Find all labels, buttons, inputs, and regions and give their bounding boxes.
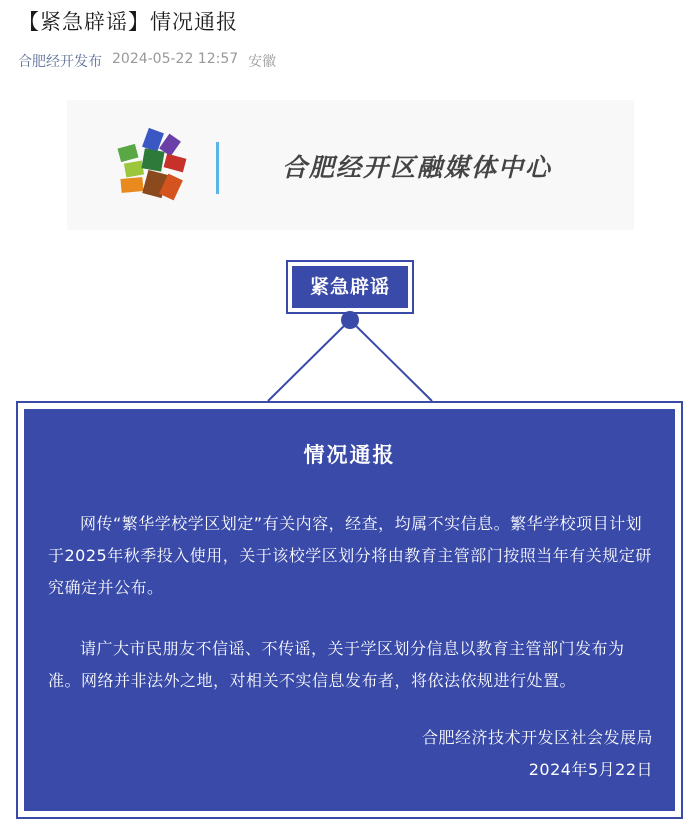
notice-card [24, 409, 675, 811]
publish-datetime: 2024-05-22 12:57 [112, 51, 239, 67]
urgent-rumor-badge: 紧急辟谣 [290, 264, 410, 310]
source-account-link[interactable]: 合肥经开发布 [18, 54, 102, 70]
banner-title: 合肥经开区融媒体中心 [282, 153, 553, 182]
notice-date: 2024年5月22日 [528, 760, 653, 779]
article-title: 【紧急辟谣】情况通报 [18, 10, 238, 34]
banner-divider [216, 142, 219, 194]
header-banner-image [67, 100, 634, 230]
colorful-pinwheel-logo-icon [115, 128, 197, 206]
notice-paragraph-2: 请广大市民朋友不信谣、不传谣，关于学区划分信息以教育主管部门发布为准。网络并非法外之地，对相关不实信息发布者，将依法依规进行处置。 [48, 639, 625, 690]
badge-connector-lines [260, 308, 440, 403]
publish-location: 安徽 [248, 54, 277, 70]
notice-paragraph-1: 网传“繁华学校学区划定”有关内容，经查，均属不实信息。繁华学校项目计划于2025年秋季投入使用，关于该校学区划分将由教育主管部门按照当年有关规定研究确定并公布。 [48, 514, 652, 597]
issuing-organization: 合肥经济技术开发区社会发展局 [421, 728, 653, 747]
article-meta [18, 51, 276, 71]
notice-title: 情况通报 [303, 443, 396, 467]
